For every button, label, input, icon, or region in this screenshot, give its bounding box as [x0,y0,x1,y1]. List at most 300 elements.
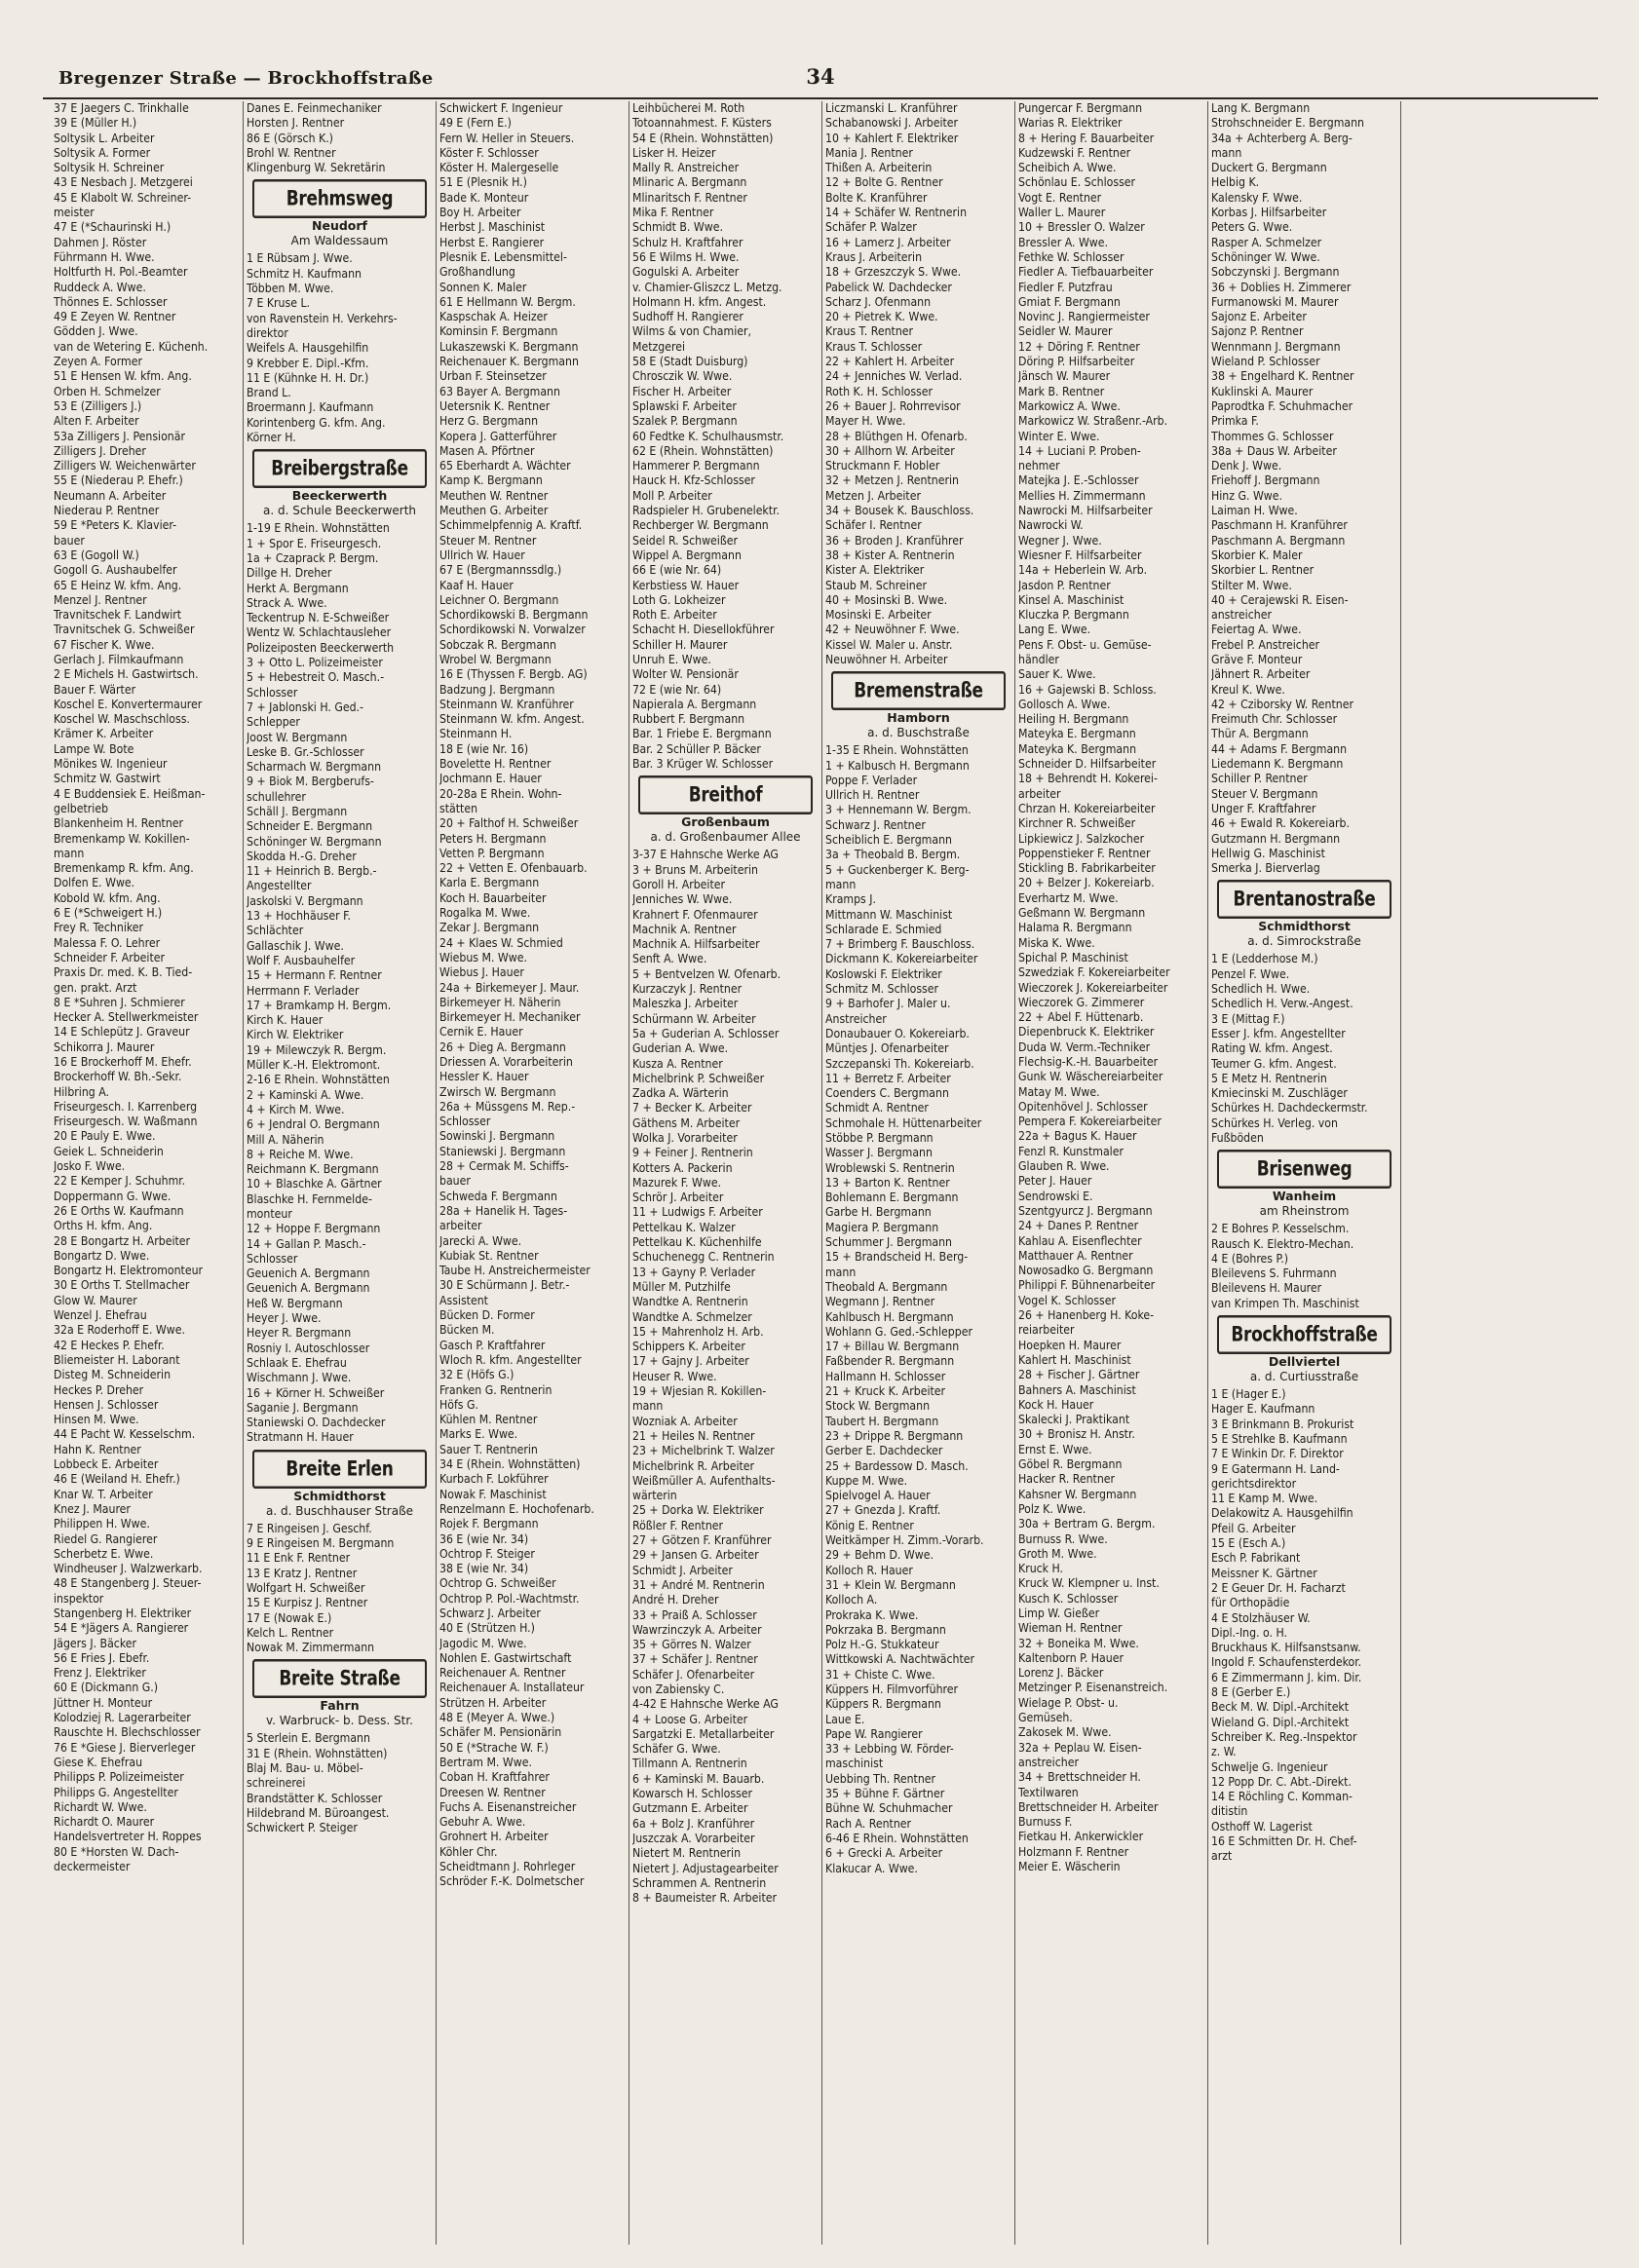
district-name: Fahrn [320,1698,360,1714]
directory-entry: Szentgyurcz J. Bergmann [1018,1203,1153,1218]
directory-entry: Theobald A. Bergmann [825,1279,948,1294]
directory-entry: Schwickert F. Ingenieur [439,101,563,115]
directory-entry: Handelsvertreter H. Roppes [54,1830,202,1844]
directory-entry: Krämer K. Arbeiter [54,727,154,741]
directory-entry: Kister A. Elektriker [825,563,925,578]
directory-entry: Mazurek F. Wwe. [632,1175,722,1190]
directory-entry: 16 E (Thyssen F. Bergb. AG) [439,667,588,682]
directory-entry: Kamp K. Bergmann [439,473,543,488]
directory-entry: Skalecki J. Praktikant [1018,1413,1130,1427]
directory-entry: Osthoff W. Lagerist [1211,1819,1313,1833]
directory-entry: Kuppe M. Wwe. [825,1473,908,1488]
directory-entry: 23 + Drippe R. Bergmann [825,1428,964,1443]
directory-entry: 49 E (Fern E.) [439,116,512,131]
directory-entry: 31 + Chiste C. Wwe. [825,1667,935,1682]
directory-entry: 4 E Buddensiek E. Heißman- [54,786,206,801]
directory-entry: 14 + Gallan P. Masch.- [247,1236,366,1251]
directory-entry: 1 + Spor E. Friseurgesch. [247,536,382,550]
directory-entry: Korintenberg G. kfm. Ang. [247,415,386,430]
directory-entry: 20 + Pietrek K. Wwe. [825,310,938,324]
directory-entry: 62 E (Rhein. Wohnstätten) [632,443,774,458]
directory-entry: Schlächter [247,924,304,938]
directory-entry: 29 + Behm D. Wwe. [825,1548,934,1563]
directory-entry: Sajonz E. Arbeiter [1211,310,1307,324]
directory-entry: 22 + Abel F. Hüttenarb. [1018,1010,1144,1025]
directory-entry: 14a + Heberlein W. Arb. [1018,563,1148,578]
directory-entry: 16 + Gajewski B. Schloss. [1018,682,1157,697]
directory-entry: Schneider D. Hilfsarbeiter [1018,757,1157,772]
directory-entry: Schabanowski J. Arbeiter [825,116,959,131]
directory-entry: Scheiblich E. Bergmann [825,833,952,848]
directory-entry: Hallmann H. Schlosser [825,1369,946,1383]
directory-entry: Scherbetz E. Wwe. [54,1546,154,1561]
directory-entry: 4-42 E Hahnsche Werke AG [632,1697,779,1712]
directory-entry: Coenders C. Bergmann [825,1086,949,1101]
directory-entry: Pens F. Obst- u. Gemüse- [1018,637,1152,652]
directory-entry: Glauben R. Wwe. [1018,1159,1110,1174]
directory-entry: 36 + Broden J. Kranführer [825,533,964,548]
directory-entry: Wieman H. Rentner [1018,1621,1123,1636]
directory-entry: Schwickert P. Steiger [247,1821,358,1835]
directory-entry: Wozniak A. Arbeiter [632,1414,738,1428]
directory-entry: Windheuser J. Walzwerkarb. [54,1562,203,1576]
directory-entry: Faßbender R. Bergmann [825,1354,955,1369]
directory-entry: Bongartz D. Wwe. [54,1248,150,1263]
directory-entry: Schrammen A. Rentnerin [632,1875,767,1890]
directory-entry: Korbas J. Hilfsarbeiter [1211,206,1327,220]
directory-entry: Laiman H. Wwe. [1211,504,1298,518]
directory-entry: Fischer H. Arbeiter [632,384,732,398]
directory-entry: 5 + Bentvelzen W. Ofenarb. [632,966,781,981]
directory-entry: Pempera F. Kokereiarbeiter [1018,1115,1162,1129]
directory-entry: bauer [439,1174,471,1189]
directory-entry: Jaskolski V. Bergmann [247,893,363,908]
directory-entry: Scharmach W. Bergmann [247,760,382,775]
directory-entry: Stratmann H. Hauer [247,1430,354,1445]
directory-entry: Schlarade E. Schmied [825,922,942,936]
directory-entry: Michelbrink P. Schweißer [632,1071,765,1085]
directory-entry: Schöninger W. Bergmann [247,834,382,849]
directory-entry: Bar. 2 Schüller P. Bäcker [632,741,761,756]
directory-entry: Holtfurth H. Pol.-Beamter [54,265,188,280]
directory-entry: Frey R. Techniker [54,921,144,935]
directory-entry: Kruck W. Klempner u. Inst. [1018,1576,1160,1591]
directory-entry: 1-19 E Rhein. Wohnstätten [247,521,390,536]
directory-entry: Kolloch A. [825,1593,878,1607]
directory-entry: Matejka J. E.-Schlosser [1018,473,1139,488]
directory-entry: 56 E Wilms H. Wwe. [632,249,740,264]
directory-entry: 9 + Feiner J. Rentnerin [632,1146,753,1160]
directory-entry: Diepenbruck K. Elektriker [1018,1025,1155,1040]
directory-entry: 60 E (Dickmann G.) [54,1681,159,1695]
street-location: a. d. Schule Beeckerwerth [262,504,417,518]
directory-entry: Everhartz M. Wwe. [1018,890,1119,905]
directory-entry: Müntjes J. Ofenarbeiter [825,1041,949,1056]
directory-entry: Kaltenborn P. Hauer [1018,1650,1124,1665]
directory-entry: Schlosser [247,685,298,699]
directory-entry: 12 + Döring F. Rentner [1018,339,1140,354]
directory-entry: Richardt O. Maurer [54,1815,155,1830]
directory-entry: händler [1018,652,1059,666]
directory-entry: Stangenberg H. Elektriker [54,1606,192,1620]
directory-entry: Thür A. Bergmann [1211,727,1309,741]
directory-entry: Rosniy I. Autoschlosser [247,1341,370,1355]
directory-entry: Liczmanski L. Kranführer [825,101,958,115]
directory-entry: 5 Sterlein E. Bergmann [247,1731,370,1746]
directory-entry: 9 E Gatermann H. Land- [1211,1461,1340,1476]
directory-entry: 46 + Ewald R. Kokereiarb. [1211,816,1350,831]
directory-entry: Schuchenegg C. Rentnerin [632,1250,775,1265]
directory-entry: 9 E Ringeisen M. Bergmann [247,1536,395,1551]
directory-entry: Schikorra J. Maurer [54,1040,155,1054]
directory-entry: Broermann J. Kaufmann [247,400,374,415]
directory-entry: Nawrocki M. Hilfsarbeiter [1018,504,1153,518]
directory-entry: Warias R. Elektriker [1018,116,1123,131]
directory-entry: Mlinaritsch F. Rentner [632,190,747,205]
directory-entry: Esch P. Fabrikant [1211,1551,1301,1566]
directory-entry: Fern W. Heller in Steuers. [439,131,575,145]
directory-entry: 4 + Kirch M. Wwe. [247,1102,345,1116]
directory-entry: Scharz J. Ofenmann [825,294,932,309]
directory-entry: Wloch R. kfm. Angestellter [439,1352,582,1367]
directory-entry: Delakowitz A. Hausgehilfin [1211,1506,1353,1521]
directory-entry: Sudhoff H. Rangierer [632,310,743,324]
directory-entry: Liedemann K. Bergmann [1211,757,1344,772]
directory-entry: 28 E Bongartz H. Arbeiter [54,1233,191,1248]
directory-entry: Hager E. Kaufmann [1211,1402,1315,1417]
directory-entry: 6 + Jendral O. Bergmann [247,1117,380,1132]
directory-entry: Bleilevens S. Fuhrmann [1211,1266,1337,1281]
directory-entry: Schlosser [247,1251,298,1266]
directory-entry: Waller L. Maurer [1018,206,1106,220]
directory-entry: Bohlemann E. Bergmann [825,1191,959,1205]
directory-entry: Lang E. Wwe. [1018,623,1091,637]
directory-entry: Steuer V. Bergmann [1211,786,1318,801]
directory-entry: 34 E (Rhein. Wohnstätten) [439,1457,581,1472]
directory-entry: Herbst E. Rangierer [439,235,545,249]
directory-entry: 12 + Hoppe F. Bergmann [247,1222,381,1236]
directory-entry: 55 E (Niederau P. Ehefr.) [54,473,183,488]
directory-entry: 4 E Stolzhäuser W. [1211,1610,1311,1625]
directory-entry: 26a + Müssgens M. Rep.- [439,1099,576,1114]
directory-entry: Jähnert R. Arbeiter [1211,667,1311,682]
directory-entry: Ochtrop F. Steiger [439,1546,535,1561]
directory-entry: Disteg M. Schneiderin [54,1368,172,1382]
directory-entry: 53a Zilligers J. Pensionär [54,429,185,443]
directory-entry: Dreesen W. Rentner [439,1785,546,1799]
directory-entry: Nietert J. Adjustagearbeiter [632,1861,779,1875]
directory-entry: Schöninger W. Wwe. [1211,249,1320,264]
directory-entry: Gäthens M. Arbeiter [632,1115,741,1130]
directory-entry: 7 E Ringeisen J. Geschf. [247,1521,372,1535]
directory-entry: Neumann A. Arbeiter [54,488,167,503]
directory-entry: Polz K. Wwe. [1018,1501,1086,1516]
directory-entry: 1 E (Hager E.) [1211,1387,1286,1402]
directory-entry: 18 E (wie Nr. 16) [439,741,529,756]
directory-entry: 2 E Geuer Dr. H. Facharzt [1211,1580,1346,1595]
directory-entry: Strohschneider E. Bergmann [1211,116,1365,131]
directory-entry: Jänsch W. Maurer [1018,369,1111,384]
directory-entry: gerichtsdirektor [1211,1476,1297,1491]
directory-entry: 16 E Schmitten Dr. H. Chef- [1211,1833,1357,1848]
directory-entry: Pape W. Rangierer [825,1726,923,1741]
directory-entry: Bar. 1 Friebe E. Bergmann [632,727,772,741]
directory-entry: Kahlau A. Eisenflechter [1018,1233,1142,1248]
directory-entry: Chrosczik W. Wwe. [632,369,733,384]
directory-entry: Heyer J. Wwe. [247,1311,322,1326]
directory-entry: Rach A. Rentner [825,1816,912,1831]
directory-entry: Schedlich H. Wwe. [1211,982,1311,997]
directory-entry: Herkt A. Bergmann [247,581,349,595]
directory-entry: Wasser J. Bergmann [825,1146,933,1160]
directory-entry: Travnitschek G. Schweißer [54,623,195,637]
directory-entry: 28 + Fischer J. Gärtner [1018,1368,1140,1382]
directory-entry: arbeiter [439,1219,482,1233]
running-head: Bregenzer Straße — Brockhoffstraße [58,68,434,89]
directory-entry: Laue E. [825,1712,865,1726]
directory-entry: Bremenkamp R. kfm. Ang. [54,861,194,876]
directory-entry: Schiller P. Rentner [1211,772,1308,786]
directory-entry: Bremenkamp W. Kokillen- [54,831,190,846]
directory-entry: Knar W. T. Arbeiter [54,1487,153,1501]
directory-entry: Helbig K. [1211,175,1260,190]
directory-entry: Bressler A. Wwe. [1018,235,1109,249]
directory-entry: Glow W. Maurer [54,1293,137,1307]
directory-entry: 15 + Hermann F. Rentner [247,968,382,983]
directory-entry: 63 E (Gogoll W.) [54,548,139,562]
directory-entry: 6 E (*Schweigert H.) [54,906,163,921]
directory-entry: Heuser R. Wwe. [632,1369,717,1383]
directory-entry: Wrobel W. Bergmann [439,652,552,666]
directory-entry: 2 E Michels H. Gastwirtsch. [54,667,199,682]
directory-entry: Schmidt A. Rentner [825,1101,929,1115]
directory-entry: 22 + Vetten E. Ofenbauarb. [439,861,588,876]
directory-entry: Renzelmann E. Hochofenarb. [439,1501,594,1516]
directory-entry: Kramps J. [825,892,876,907]
directory-entry: Denk J. Wwe. [1211,459,1282,473]
directory-entry: 12 + Bolte G. Rentner [825,175,943,190]
directory-entry: 2 E Bohres P. Kesselschm. [1211,1222,1350,1236]
directory-entry: Schrör J. Arbeiter [632,1191,724,1205]
directory-entry: Karla E. Bergmann [439,876,540,890]
directory-entry: Wolka J. Vorarbeiter [632,1131,738,1145]
directory-entry: 86 E (Görsch K.) [247,131,333,145]
directory-column-6 [1015,101,1208,2245]
directory-entry: Wieland G. Dipl.-Architekt [1211,1715,1350,1729]
directory-entry: Bauer F. Wärter [54,682,136,697]
directory-entry: Lisker H. Heizer [632,145,716,160]
directory-entry: Thommes G. Schlosser [1211,429,1334,443]
directory-entry: Koschel W. Maschschloss. [54,712,190,727]
directory-entry: mann [54,846,85,860]
directory-entry: Bongartz H. Elektromonteur [54,1264,204,1278]
directory-entry: schreinerei [247,1776,306,1791]
directory-entry: Donaubauer O. Kokereiarb. [825,1026,970,1040]
directory-entry: Mönikes W. Ingenieur [54,757,168,772]
directory-entry: Fenzl R. Kunstmaler [1018,1144,1124,1158]
directory-entry: Großhandlung [439,265,515,280]
directory-entry: 24 + Danes P. Rentner [1018,1219,1139,1233]
directory-entry: Steinmann W. Kranführer [439,697,574,711]
directory-entry: monteur [247,1207,292,1221]
directory-entry: Schmitz H. Kaufmann [247,266,362,281]
directory-entry: Wandtke A. Schmelzer [632,1309,752,1324]
directory-entry: 47 E (*Schaurinski H.) [54,220,172,235]
directory-entry: 34a + Achterberg A. Berg- [1211,131,1353,145]
directory-entry: Döring P. Hilfsarbeiter [1018,355,1135,369]
directory-entry: 1 E Rübsam J. Wwe. [247,251,353,266]
directory-entry: 24a + Birkemeyer J. Maur. [439,980,580,995]
directory-entry: Heiling H. Bergmann [1018,712,1129,727]
directory-entry: Gasch P. Kraftfahrer [439,1338,546,1352]
directory-entry: Rasper A. Schmelzer [1211,235,1322,249]
directory-entry: Gebuhr A. Wwe. [439,1815,526,1830]
directory-entry: 13 + Barton K. Rentner [825,1175,950,1190]
directory-entry: Jagodic M. Wwe. [439,1636,527,1650]
directory-entry: Hinz G. Wwe. [1211,488,1282,503]
directory-entry: mann [1211,145,1242,160]
directory-entry: 16 + Körner H. Schweißer [247,1385,385,1400]
directory-entry: Kopera J. Gatterführer [439,429,557,443]
directory-entry: 18 + Grzeszczyk S. Wwe. [825,265,962,280]
directory-entry: Sajonz P. Rentner [1211,324,1304,339]
directory-entry: Meuthen G. Arbeiter [439,504,549,518]
directory-entry: Kissel W. Maler u. Anstr. [825,637,953,652]
directory-entry: Nohlen E. Gastwirtschaft [439,1650,572,1665]
directory-entry: Bleilevens H. Maurer [1211,1281,1322,1296]
directory-entry: Pungercar F. Bergmann [1018,101,1143,115]
directory-entry: Hacker R. Rentner [1018,1472,1116,1487]
directory-entry: Kalensky F. Wwe. [1211,190,1303,205]
directory-entry: Joost W. Bergmann [247,730,348,744]
directory-entry: Wiebus J. Hauer [439,965,524,980]
directory-entry: 5a + Guderian A. Schlosser [632,1026,780,1040]
directory-entry: Klingenburg W. Sekretärin [247,161,386,175]
directory-entry: 38 E (wie Nr. 34) [439,1562,529,1576]
directory-entry: Schäfer J. Ofenarbeiter [632,1667,755,1682]
directory-entry: Roth E. Arbeiter [632,608,717,623]
directory-entry: Matthauer A. Rentner [1018,1248,1133,1263]
directory-entry: 65 E Heinz W. kfm. Ang. [54,578,182,592]
street-heading: Brehmsweg [252,179,427,218]
directory-column-5 [822,101,1015,2245]
directory-entry: meister [54,206,95,220]
directory-entry: 11 + Heinrich B. Bergb.- [247,864,377,879]
directory-entry: Feiertag A. Wwe. [1211,623,1302,637]
directory-entry: Gollosch A. Wwe. [1018,697,1111,711]
directory-entry: Gogulski A. Arbeiter [632,265,740,280]
directory-entry: 51 E Hensen W. kfm. Ang. [54,369,192,384]
directory-entry: Kusza A. Rentner [632,1056,723,1071]
directory-entry: 67 Fischer K. Wwe. [54,637,155,652]
directory-entry: Schröder F.-K. Dolmetscher [439,1874,585,1889]
directory-entry: Pfeil G. Arbeiter [1211,1521,1296,1535]
directory-entry: 34 + Bousek K. Bauschloss. [825,504,974,518]
directory-entry: Richardt W. Wwe. [54,1799,147,1814]
directory-entry: Alten F. Arbeiter [54,414,139,429]
directory-entry: Philippen H. Wwe. [54,1517,150,1531]
directory-entry: Uetersnik K. Rentner [439,398,551,413]
directory-entry: 21 + Heiles N. Rentner [632,1428,755,1443]
directory-entry: 11 E (Kühnke H. H. Dr.) [247,370,369,385]
directory-entry: Jasdon P. Rentner [1018,578,1111,592]
directory-entry: 1a + Czaprack P. Bergm. [247,550,379,565]
directory-entry: Friehoff J. Bergmann [1211,473,1320,488]
directory-entry: 28 + Cermak M. Schiffs- [439,1159,569,1174]
directory-entry: Gallaschik J. Wwe. [247,938,344,953]
district-name: Dellviertel [1268,1354,1341,1370]
directory-entry: 59 E *Peters K. Klavier- [54,518,177,533]
directory-entry: 20 E Pauly E. Wwe. [54,1129,156,1144]
directory-entry: 33 + Praiß A. Schlosser [632,1607,757,1622]
directory-entry: 15 + Brandscheid H. Berg- [825,1250,969,1265]
directory-entry: 40 + Mosinski B. Wwe. [825,592,948,607]
directory-entry: Urban F. Steinsetzer [439,369,547,384]
directory-entry: Rauschte H. Blechschlosser [54,1725,201,1740]
directory-entry: 36 + Doblies H. Zimmerer [1211,280,1352,294]
directory-entry: Schacht H. Diesellokführer [632,623,775,637]
directory-entry: Bühne W. Schuhmacher [825,1801,953,1816]
directory-entry: Smerka J. Bierverlag [1211,861,1320,876]
directory-entry: 30a + Bertram G. Bergm. [1018,1517,1156,1531]
directory-entry: 12 Popp Dr. C. Abt.-Direkt. [1211,1774,1352,1789]
directory-entry: Halama R. Bergmann [1018,921,1132,935]
directory-entry: Bolte K. Kranführer [825,190,928,205]
directory-entry: Senft A. Wwe. [632,952,707,966]
directory-column-7 [1208,101,1401,2245]
directory-entry: Praxis Dr. med. K. B. Tied- [54,965,193,980]
directory-entry: Frebel P. Anstreicher [1211,637,1320,652]
directory-entry: 3 E (Mittag F.) [1211,1011,1285,1026]
directory-entry: Kurzaczyk J. Rentner [632,982,743,997]
directory-entry: Schäfer I. Rentner [825,518,922,533]
directory-entry: Mayer H. Wwe. [825,414,906,429]
directory-entry: Steuer M. Rentner [439,533,537,548]
directory-entry: Sendrowski E. [1018,1189,1093,1203]
directory-entry: Kahlert H. Maschinist [1018,1352,1131,1367]
street-heading: Breithof [638,775,813,814]
directory-entry: Lang K. Bergmann [1211,101,1311,115]
directory-entry: Kelch L. Rentner [247,1625,334,1640]
directory-entry: Orben H. Schmelzer [54,384,161,398]
page-header [43,62,1598,99]
directory-entry: Blaj M. Bau- u. Möbel- [247,1761,363,1776]
directory-entry: Schmitz M. Schlosser [825,982,939,997]
directory-entry: Heckes P. Dreher [54,1382,144,1397]
directory-entry: Wohlann G. Ged.-Schlepper [825,1324,972,1339]
directory-entry: 24 + Klaes W. Schmied [439,935,563,950]
directory-entry: Szwedziak F. Kokereiarbeiter [1018,965,1170,980]
directory-entry: Vetten P. Bergmann [439,846,545,860]
directory-entry: Schmohale H. Hüttenarbeiter [825,1115,982,1130]
directory-entry: Kominsin F. Bergmann [439,324,558,339]
directory-entry: 11 E Enk F. Rentner [247,1551,351,1566]
directory-entry: Franken G. Rentnerin [439,1382,553,1397]
directory-entry: Müller K.-H. Elektromont. [247,1058,381,1073]
directory-entry: Birkemeyer H. Mechaniker [439,1010,581,1025]
directory-entry: Pettelkau K. Küchenhilfe [632,1235,762,1250]
directory-entry: Paschmann A. Bergmann [1211,533,1346,548]
directory-entry: Mosinski E. Arbeiter [825,608,932,623]
directory-entry: Seidel R. Schweißer [632,533,739,548]
directory-entry: 5 E Strehlke B. Kaufmann [1211,1431,1348,1446]
directory-entry: Markowicz A. Wwe. [1018,398,1121,413]
directory-entry: Machnik A. Rentner [632,922,737,936]
directory-entry: Mika F. Rentner [632,206,714,220]
directory-entry: Fiedler A. Tiefbauarbeiter [1018,265,1154,280]
directory-entry: Steinmann H. [439,727,513,741]
directory-entry: Schäll J. Bergmann [247,804,348,818]
